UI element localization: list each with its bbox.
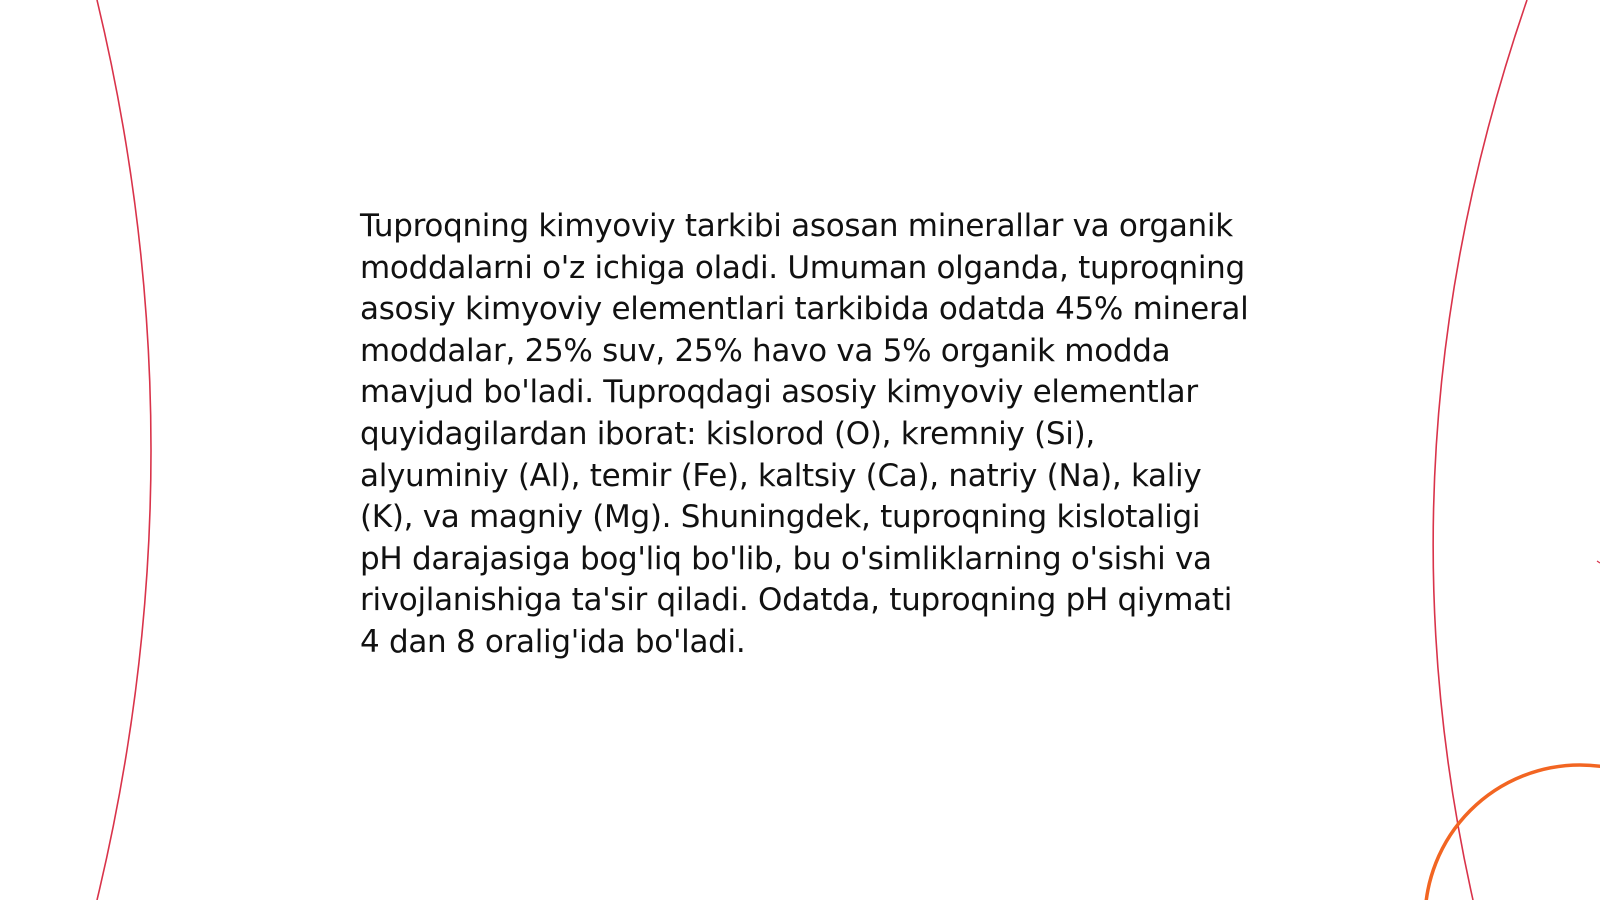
right-curve-line (1433, 0, 1527, 900)
left-curve-line (97, 0, 151, 900)
body-text-paragraph: Tuproqning kimyoviy tarkibi asosan minerallar va organik moddalarni o'z ichiga oladi. Umuman olganda, tuproqning asosiy kimyoviy elementlari tarkibida odatda 45% mineral moddalar, 25% suv, 25% havo va 5% organik modda mavjud bo'ladi. Tuproqdagi asosiy kimyoviy elementlar quyidagilardan iborat: kislorod (O), kremniy (Si), alyuminiy (Al), temir (Fe), kaltsiy (Ca), natriy (Na), kaliy (K), va magniy (Mg). Shuningdek, tuproqning kislotaligi pH darajasiga bog'liq bo'lib, bu o'simliklarning o'sishi va rivojlanishiga ta'sir qiladi. Odatda, tuproqning pH qiymati 4 dan 8 oralig'ida bo'ladi. (360, 208, 1249, 660)
